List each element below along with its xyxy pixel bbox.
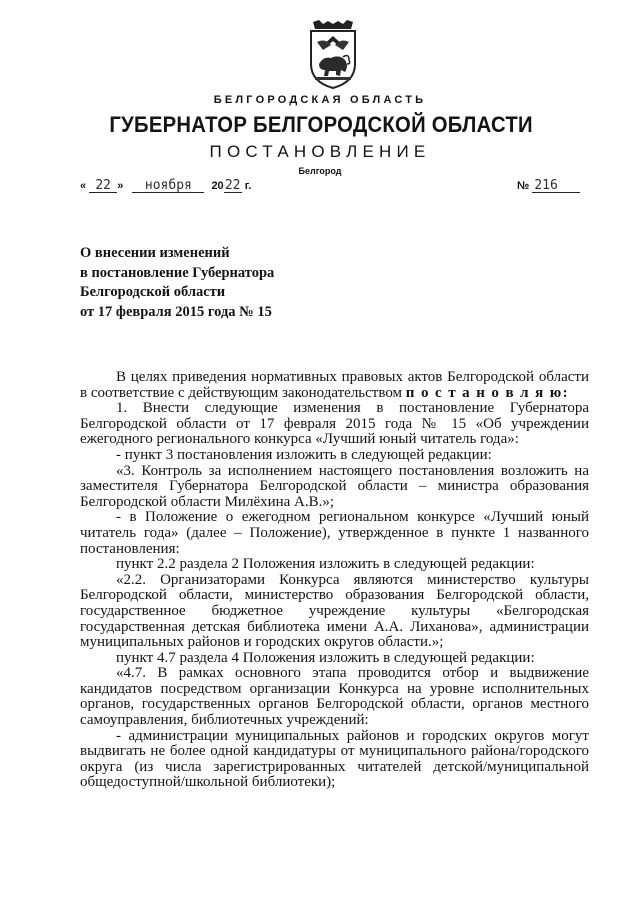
subject-line: от 17 февраля 2015 года № 15 — [80, 303, 272, 320]
subject-line: О внесении изменений — [80, 245, 230, 261]
body-paragraph: пункт 4.7 раздела 4 Положения изложить в следующей редакции: — [116, 649, 535, 666]
document-date — [80, 179, 251, 193]
city-name: Белгород — [298, 166, 342, 176]
number-value: 216 — [532, 179, 580, 193]
region-title: БЕЛГОРОДСКАЯ ОБЛАСТЬ — [213, 94, 427, 106]
body-paragraph: «2.2. Организаторами Конкурса являются министерство культуры Белгородской области, министерство образования Белгородской области, государственное бюджетное учреждение культуры «Белгородская государственная детская библиотека имени А.А. Лиханова», администрации муниципальных районов и городских округов области.»; — [80, 571, 589, 651]
intro-keyword: п о с т а н о в л я ю: — [405, 384, 569, 401]
body-paragraph: «4.7. В рамках основного этапа проводится отбор и выдвижение кандидатов посредством организации Конкурса на уровне исполнительных органов, государственных органов Белгородской области, органов местного самоуправления, библиотечных учреждений: — [80, 665, 589, 729]
date-close-quote: » — [117, 180, 124, 192]
number-label: № — [517, 180, 530, 192]
intro-paragraph — [80, 370, 589, 401]
body-paragraph: 1. Внести следующие изменения в постановление Губернатора Белгородской области от 17 февраля 2015 года № 15 «Об учреждении ежегодного регионального конкурса «Лучший юный читатель года»: — [80, 400, 589, 448]
document-type: ПОСТАНОВЛЕНИЕ — [209, 142, 431, 161]
date-year-unit: г. — [244, 180, 252, 192]
belgorod-coat-of-arms-icon — [305, 20, 361, 90]
date-year-prefix: 20 — [211, 180, 224, 192]
subject-line: Белгородской области — [80, 284, 226, 300]
document-number — [517, 179, 580, 193]
document-body — [80, 370, 589, 791]
body-paragraph: - пункт 3 постановления изложить в следующей редакции: — [116, 446, 492, 463]
body-paragraph: «3. Контроль за исполнением настоящего постановления возложить на заместителя Губернатора Белгородской области – министра образования Белгородской области Милёхина А.В.»; — [80, 462, 589, 510]
date-open-quote: « — [80, 180, 87, 192]
body-paragraph: - в Положение о ежегодном региональном конкурсе «Лучший юный читатель года» (далее – Положение), утвержденное в пункте 1 названного постановления: — [80, 509, 589, 557]
date-year-suffix: 22 — [224, 178, 241, 193]
date-day: 22 — [89, 179, 117, 193]
date-month: ноября — [132, 179, 204, 193]
document-subject — [80, 244, 340, 322]
body-paragraph: пункт 2.2 раздела 2 Положения изложить в следующей редакции: — [116, 556, 535, 573]
body-paragraph: - администрации муниципальных районов и городских округов могут выдвигать не более одной кандидатуры от муниципального района/городского округа (из числа зарегистрированных читателей детской/муниципальной общедоступной/школьной библиотеки); — [80, 727, 589, 791]
subject-line: в постановление Губернатора — [80, 264, 275, 281]
intro-text: В целях приведения нормативных правовых актов Белгородской области в соответствие с действующим законодательством — [80, 369, 589, 401]
governor-title: ГУБЕРНАТОР БЕЛГОРОДСКОЙ ОБЛАСТИ — [109, 112, 533, 137]
